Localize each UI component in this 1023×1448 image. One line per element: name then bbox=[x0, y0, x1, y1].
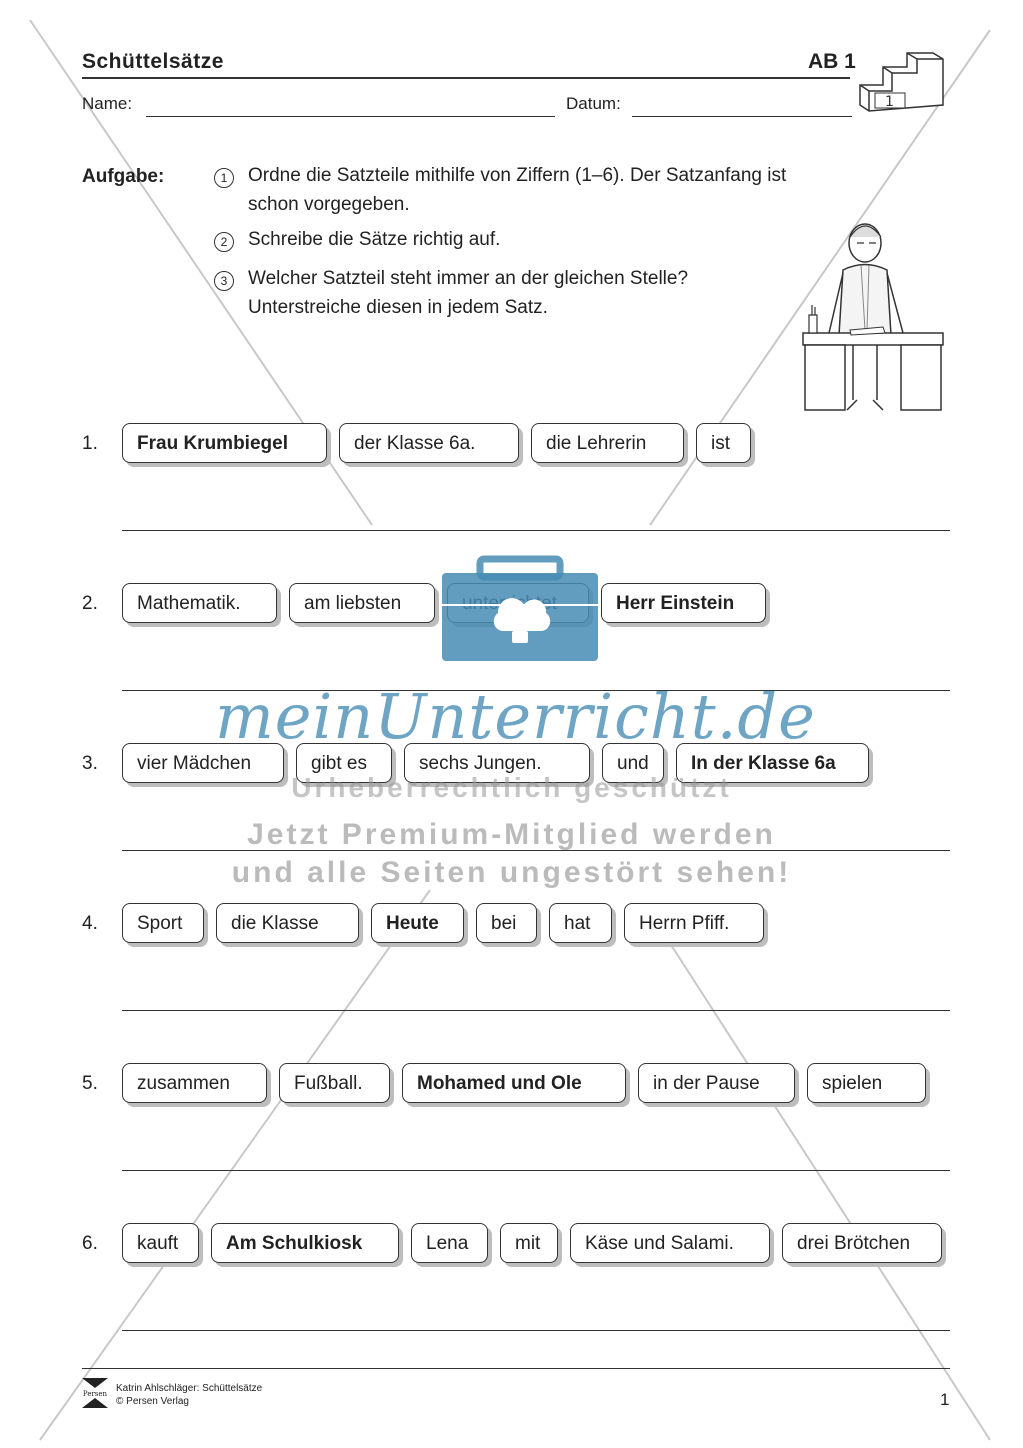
writing-line[interactable] bbox=[122, 1170, 950, 1171]
sheet-number: AB 1 bbox=[808, 50, 856, 73]
exercise-number: 3. bbox=[82, 753, 98, 774]
sentence-part-card[interactable]: Mohamed und Ole bbox=[402, 1063, 626, 1103]
satchel-icon bbox=[440, 555, 600, 663]
stairs-number: 1 bbox=[885, 94, 894, 110]
sentence-part-card[interactable]: die Klasse bbox=[216, 903, 359, 943]
name-line[interactable] bbox=[146, 116, 555, 117]
watermark-line-3: und alle Seiten ungestört sehen! bbox=[231, 856, 792, 889]
footer-copyright: © Persen Verlag bbox=[116, 1396, 189, 1407]
exercise-number: 1. bbox=[82, 433, 98, 454]
sentence-part-card[interactable]: sechs Jungen. bbox=[404, 743, 590, 783]
sentence-part-card[interactable]: die Lehrerin bbox=[531, 423, 684, 463]
writing-line[interactable] bbox=[122, 1330, 950, 1331]
task-label: Aufgabe: bbox=[82, 166, 165, 187]
sentence-part-card[interactable]: Am Schulkiosk bbox=[211, 1223, 399, 1263]
sentence-part-card[interactable]: in der Pause bbox=[638, 1063, 795, 1103]
sentence-part-card[interactable]: gibt es bbox=[296, 743, 392, 783]
sentence-part-card[interactable]: hat bbox=[549, 903, 612, 943]
sentence-part-card[interactable]: Herrn Pfiff. bbox=[624, 903, 764, 943]
sentence-part-card[interactable]: Lena bbox=[411, 1223, 488, 1263]
sentence-part-card[interactable]: Fußball. bbox=[279, 1063, 390, 1103]
sentence-part-card[interactable]: Käse und Salami. bbox=[570, 1223, 770, 1263]
sentence-part-card[interactable]: Herr Einstein bbox=[601, 583, 766, 623]
sentence-part-card[interactable]: zusammen bbox=[122, 1063, 267, 1103]
sentence-part-card[interactable]: ist bbox=[696, 423, 751, 463]
date-line[interactable] bbox=[632, 116, 852, 117]
sentence-part-card[interactable]: In der Klasse 6a bbox=[676, 743, 869, 783]
sentence-part-card[interactable]: spielen bbox=[807, 1063, 926, 1103]
sentence-part-card[interactable]: kauft bbox=[122, 1223, 199, 1263]
watermark-line-1: Urheberrechtlich geschützt bbox=[291, 772, 732, 803]
name-label: Name: bbox=[82, 94, 133, 113]
writing-line[interactable] bbox=[122, 530, 950, 531]
sentence-part-card[interactable]: der Klasse 6a. bbox=[339, 423, 519, 463]
stairs-icon bbox=[855, 45, 950, 120]
sentence-part-card[interactable]: Mathematik. bbox=[122, 583, 277, 623]
sentence-part-card[interactable]: am liebsten bbox=[289, 583, 435, 623]
step-number-circle: 3 bbox=[214, 271, 234, 291]
date-label: Datum: bbox=[566, 94, 621, 113]
sentence-part-card[interactable]: bei bbox=[476, 903, 537, 943]
task-step-text: schon vorgegeben. bbox=[248, 194, 410, 215]
publisher-logo-text: Persen bbox=[82, 1390, 108, 1398]
sentence-part-card[interactable]: mit bbox=[500, 1223, 558, 1263]
task-step-text: Unterstreiche diesen in jedem Satz. bbox=[248, 297, 548, 318]
sentence-part-card[interactable]: und bbox=[602, 743, 664, 783]
task-step-text: Welcher Satzteil steht immer an der gleichen Stelle? bbox=[248, 268, 689, 289]
step-number-circle: 1 bbox=[214, 168, 234, 188]
worksheet-title: Schüttelsätze bbox=[82, 50, 224, 73]
sentence-part-card[interactable]: Sport bbox=[122, 903, 204, 943]
publisher-logo bbox=[82, 1378, 108, 1408]
footer-credit: Katrin Ahlschläger: Schüttelsätze bbox=[116, 1383, 263, 1394]
sentence-part-card[interactable]: Frau Krumbiegel bbox=[122, 423, 327, 463]
task-step-text: Ordne die Satzteile mithilfe von Ziffern (1–6). Der Satzanfang ist bbox=[248, 165, 787, 186]
exercise-number: 4. bbox=[82, 913, 98, 934]
teacher-illustration bbox=[795, 215, 950, 415]
footer-rule bbox=[82, 1368, 950, 1369]
page-number: 1 bbox=[940, 1390, 950, 1409]
step-number-circle: 2 bbox=[214, 232, 234, 252]
sentence-part-card[interactable]: drei Brötchen bbox=[782, 1223, 942, 1263]
exercise-number: 6. bbox=[82, 1233, 98, 1254]
footer-credit-block bbox=[116, 1382, 262, 1408]
sentence-part-card[interactable]: Heute bbox=[371, 903, 464, 943]
exercise-number: 2. bbox=[82, 593, 98, 614]
watermark-brand: meinUnterricht.de bbox=[215, 680, 816, 753]
writing-line[interactable] bbox=[122, 1010, 950, 1011]
header-rule bbox=[82, 77, 850, 79]
watermark-line-2: Jetzt Premium-Mitglied werden bbox=[247, 818, 776, 851]
exercise-number: 5. bbox=[82, 1073, 98, 1094]
task-step-text: Schreibe die Sätze richtig auf. bbox=[248, 229, 501, 250]
sentence-part-card[interactable]: vier Mädchen bbox=[122, 743, 284, 783]
